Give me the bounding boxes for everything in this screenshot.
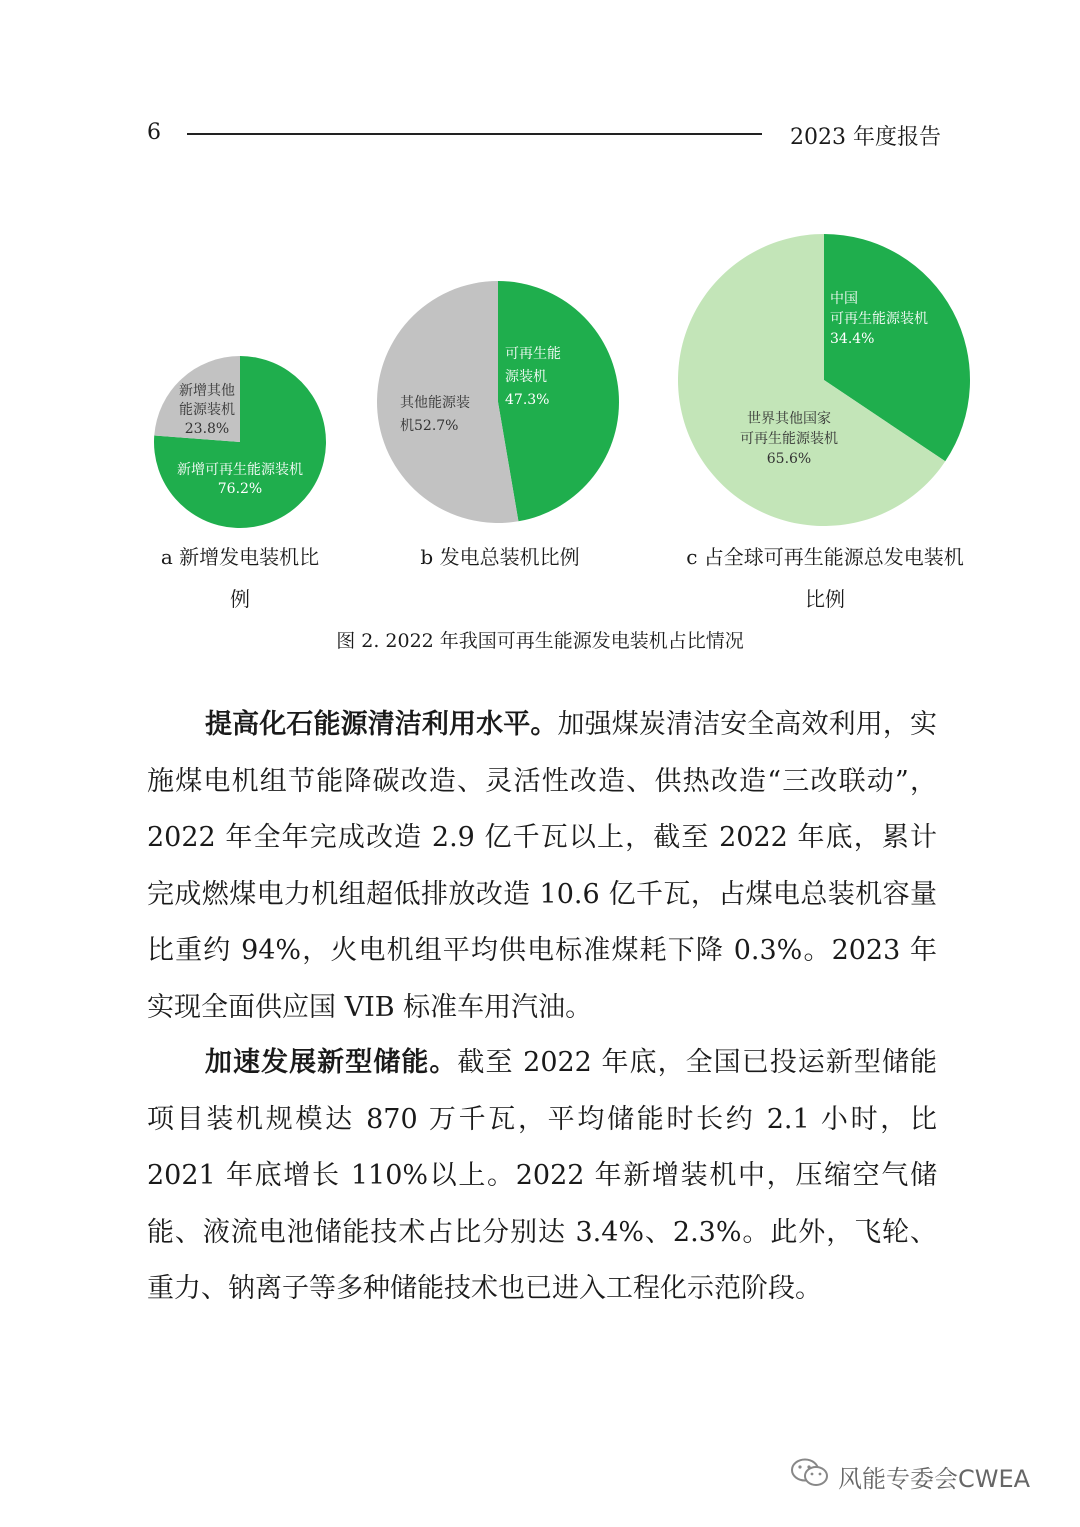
wechat-icon — [790, 1457, 830, 1495]
pie-0-label-1: 新增其他能源装机 23.8% — [179, 383, 235, 437]
subcaption-c-line1: c 占全球可再生能源总发电装机 — [686, 545, 964, 569]
paragraph-fossil-energy — [147, 697, 937, 1036]
subcaption-c — [660, 536, 990, 620]
paragraph-energy-storage-body: 截至 2022 年底，全国已投运新型储能项目装机规模达 870 万千瓦，平均储能时长约 2.1 小时，比 2021 年底增长 110%以上。2022 年新增装机中，压缩空气储能、液流电池储能技术占比分别达 3.4%、2.3%。此外，飞轮、重力、钠离子等多种储能技术也已进入工程化示范阶段。 — [147, 1047, 937, 1304]
subcaption-a-line1: a 新增发电装机比 — [160, 545, 320, 569]
page-number: 6 — [147, 120, 161, 145]
subcaption-a-line2: 例 — [230, 587, 250, 611]
pie-1-label-1: 其他能源装机52.7% — [400, 395, 470, 434]
subcaption-c-line2: 比例 — [805, 587, 845, 611]
subcaption-a — [130, 536, 350, 620]
paragraph-fossil-energy-heading: 提高化石能源清洁利用水平。 — [205, 709, 558, 740]
pie-2-label-1: 世界其他国家可再生能源装机 65.6% — [740, 411, 838, 467]
watermark-text: 风能专委会CWEA — [838, 1464, 1031, 1493]
watermark — [790, 1456, 1030, 1496]
header-title: 2023 年度报告 — [790, 125, 941, 150]
paragraph-fossil-energy-body: 加强煤炭清洁安全高效利用，实施煤电机组节能降碳改造、灵活性改造、供热改造“三改联动”，2022 年全年完成改造 2.9 亿千瓦以上，截至 2022 年底，累计完成燃煤电力机组超低排放改造 10.6 亿千瓦，占煤电总装机容量比重约 94%，火电机组平均供电标准煤耗下降 0.3%。2023 年实现全面供应国 VIB 标准车用汽油。 — [147, 709, 937, 1023]
figure-caption: 图 2. 2022 年我国可再生能源发电装机占比情况 — [336, 630, 744, 652]
pie-0-label-0: 新增可再生能源装机 76.2% — [177, 462, 303, 497]
subcaption-b-line1: b 发电总装机比例 — [420, 545, 580, 569]
pie-1-label-0: 可再生能源装机 47.3% — [505, 346, 561, 408]
pie-2-label-0: 中国可再生能源装机 34.4% — [830, 291, 928, 347]
paragraph-energy-storage — [147, 1035, 937, 1318]
paragraph-energy-storage-heading: 加速发展新型储能。 — [205, 1047, 458, 1078]
subcaption-b — [380, 536, 620, 578]
pie-charts — [0, 0, 1080, 620]
